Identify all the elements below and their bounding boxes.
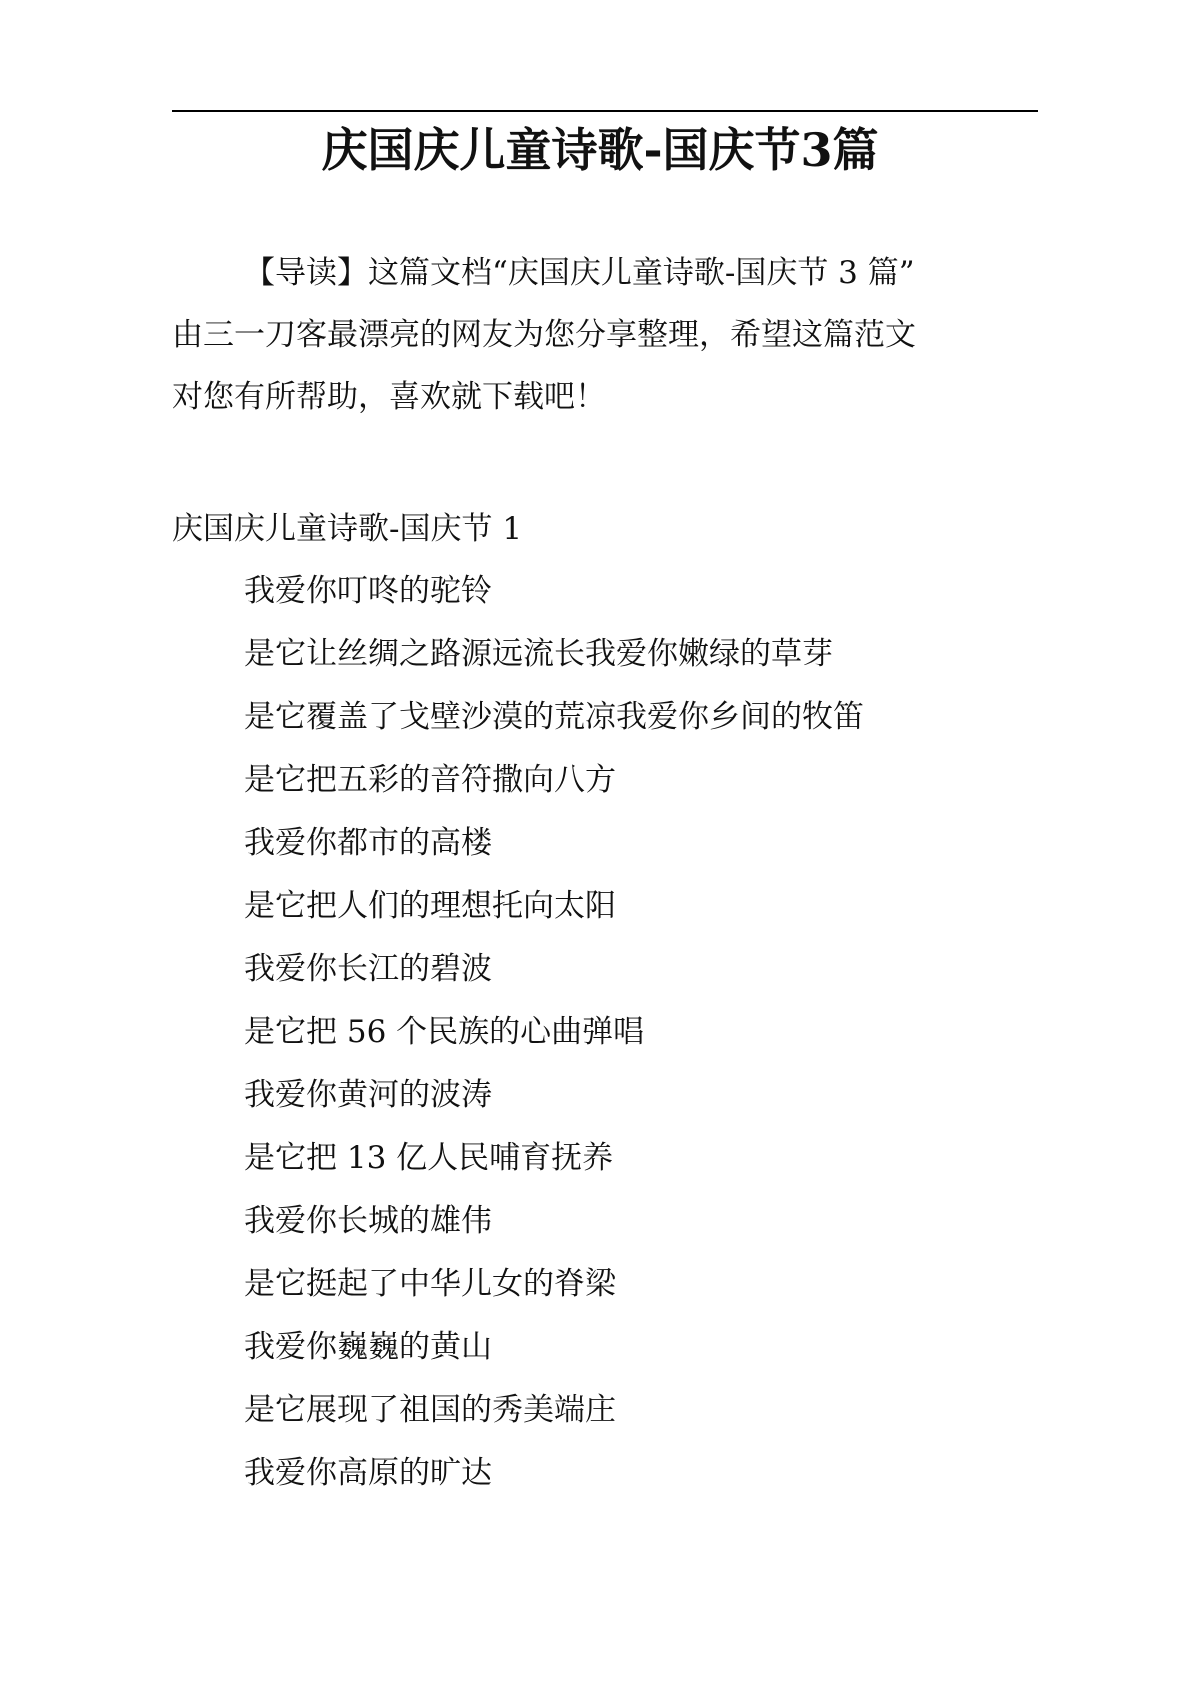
poem-lines [244,560,864,1505]
poem-line: 是它覆盖了戈壁沙漠的荒凉我爱你乡间的牧笛 [244,699,864,735]
section-heading: 庆国庆儿童诗歌-国庆节 1 [172,511,523,547]
poem-line: 是它把 13 亿人民哺育抚养 [244,1140,614,1176]
document-title: 庆国庆儿童诗歌-国庆节3篇 [321,123,879,177]
intro-line: 【导读】这篇文档“庆国庆儿童诗歌-国庆节 3 篇” [244,255,915,291]
poem-line: 是它让丝绸之路源远流长我爱你嫩绿的草芽 [244,636,833,672]
poem-line: 是它把 56 个民族的心曲弹唱 [244,1014,645,1050]
poem-line: 是它把人们的理想托向太阳 [244,888,616,924]
poem-line: 我爱你长城的雄伟 [244,1203,492,1239]
poem-line: 是它挺起了中华儿女的脊梁 [244,1266,616,1302]
header-rule [172,110,1038,112]
intro-paragraph [172,242,1052,428]
poem-line: 我爱你高原的旷达 [244,1455,492,1491]
poem-line: 我爱你叮咚的驼铃 [244,573,492,609]
intro-line: 由三一刀客最漂亮的网友为您分享整理，希望这篇范文 [172,317,916,353]
intro-line: 对您有所帮助，喜欢就下载吧！ [172,379,606,415]
poem-line: 我爱你黄河的波涛 [244,1077,492,1113]
poem-line: 我爱你都市的高楼 [244,825,492,861]
poem-line: 我爱你巍巍的黄山 [244,1329,492,1365]
poem-line: 是它展现了祖国的秀美端庄 [244,1392,616,1428]
poem-line: 是它把五彩的音符撒向八方 [244,762,616,798]
poem-line: 我爱你长江的碧波 [244,951,492,987]
